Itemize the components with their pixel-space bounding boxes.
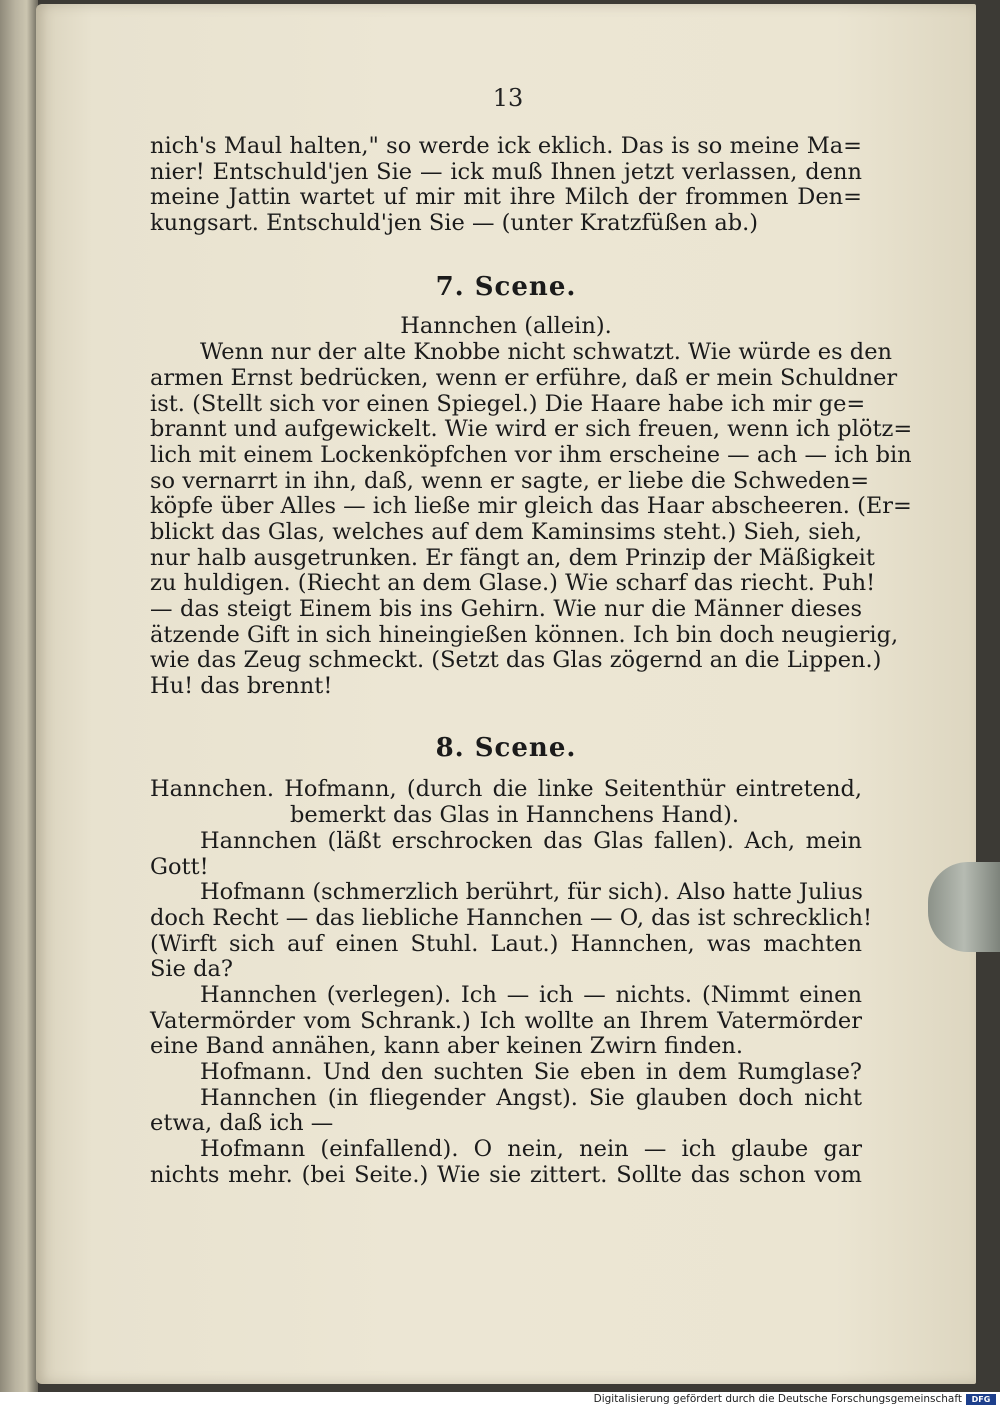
text-line: (Wirft sich auf einen Stuhl. Laut.) Hannchen, was machten	[150, 930, 862, 957]
footer-bar	[0, 1392, 1000, 1407]
text-line: zu huldigen. (Riecht an dem Glase.) Wie scharf das riecht. Puh!	[150, 570, 876, 597]
text-line: eine Band annähen, kann aber keinen Zwirn finden.	[150, 1033, 744, 1060]
scene-7-heading: 7. Scene.	[435, 271, 577, 302]
text-line: Vatermörder vom Schrank.) Ich wollte an Ihrem Vatermörder	[150, 1007, 862, 1034]
text-line: meine Jattin wartet uf mir mit ihre Milch der frommen Den=	[150, 184, 862, 211]
dfg-logo: DFG	[966, 1394, 996, 1405]
text-line: Hannchen. Hofmann, (durch die linke Seitenthür eintretend,	[150, 776, 862, 803]
text-line: ist. (Stellt sich vor einen Spiegel.) Die Haare habe ich mir ge=	[150, 390, 866, 417]
text-line: doch Recht — das liebliche Hannchen — O, das ist schrecklich!	[150, 904, 873, 931]
text-line: Hofmann (einfallend). O nein, nein — ich glaube gar	[200, 1136, 862, 1163]
text-line: Hannchen (in fliegender Angst). Sie glauben doch nicht	[200, 1084, 862, 1111]
text-line: armen Ernst bedrücken, wenn er erführe, daß er mein Schuldner	[150, 364, 898, 391]
text-line: kungsart. Entschuld'jen Sie — (unter Kratzfüßen ab.)	[150, 210, 759, 237]
scene-8-heading: 8. Scene.	[435, 732, 577, 763]
text-line: so vernarrt in ihn, daß, wenn er sagte, er liebe die Schweden=	[150, 467, 870, 494]
scene-7-speaker: Hannchen (allein).	[400, 313, 612, 340]
text-line: nier! Entschuld'jen Sie — ick muß Ihnen jetzt verlassen, denn	[150, 158, 862, 185]
page-text	[150, 133, 913, 1188]
text-line: Sie da?	[150, 956, 233, 983]
text-line: Wenn nur der alte Knobbe nicht schwatzt. Wie würde es den	[200, 339, 893, 366]
text-line: Hofmann. Und den suchten Sie eben in dem Rumglase?	[200, 1059, 862, 1086]
text-line: blickt das Glas, welches auf dem Kaminsims steht.) Sieh, sieh,	[150, 518, 862, 545]
page-number: 13	[492, 84, 524, 112]
text-line: Hannchen (verlegen). Ich — ich — nichts. (Nimmt einen	[200, 981, 862, 1008]
book-spine-edge	[0, 0, 38, 1392]
text-line: lich mit einem Lockenköpfchen vor ihm erscheine — ach — ich bin	[150, 441, 912, 468]
text-line: nur halb ausgetrunken. Er fängt an, dem Prinzip der Mäßigkeit	[150, 544, 875, 571]
text-line: nich's Maul halten," so werde ick eklich. Das is so meine Ma=	[150, 133, 862, 159]
page-tab-marker	[928, 862, 1000, 952]
text-line: etwa, daß ich —	[150, 1110, 334, 1137]
text-line: — das steigt Einem bis ins Gehirn. Wie nur die Männer dieses	[150, 596, 862, 623]
text-line: nichts mehr. (bei Seite.) Wie sie zittert. Sollte das schon vom	[150, 1161, 862, 1188]
text-line: wie das Zeug schmeckt. (Setzt das Glas zögernd an die Lippen.)	[150, 647, 882, 674]
text-line: Gott!	[150, 853, 209, 880]
text-line: Hofmann (schmerzlich berührt, für sich). Also hatte Julius	[200, 879, 863, 906]
text-line: Hu! das brennt!	[150, 673, 333, 700]
funding-credit: Digitalisierung gefördert durch die Deutsche Forschungsgemeinschaft	[593, 1393, 962, 1405]
text-line: brannt und aufgewickelt. Wie wird er sich freuen, wenn ich plötz=	[150, 416, 913, 443]
text-line: ätzende Gift in sich hineingießen können. Ich bin doch neugierig,	[150, 621, 899, 648]
text-line: Hannchen (läßt erschrocken das Glas fallen). Ach, mein	[200, 827, 862, 854]
text-line: bemerkt das Glas in Hannchens Hand).	[290, 802, 740, 829]
text-line: köpfe über Alles — ich ließe mir gleich das Haar abscheeren. (Er=	[150, 493, 912, 520]
